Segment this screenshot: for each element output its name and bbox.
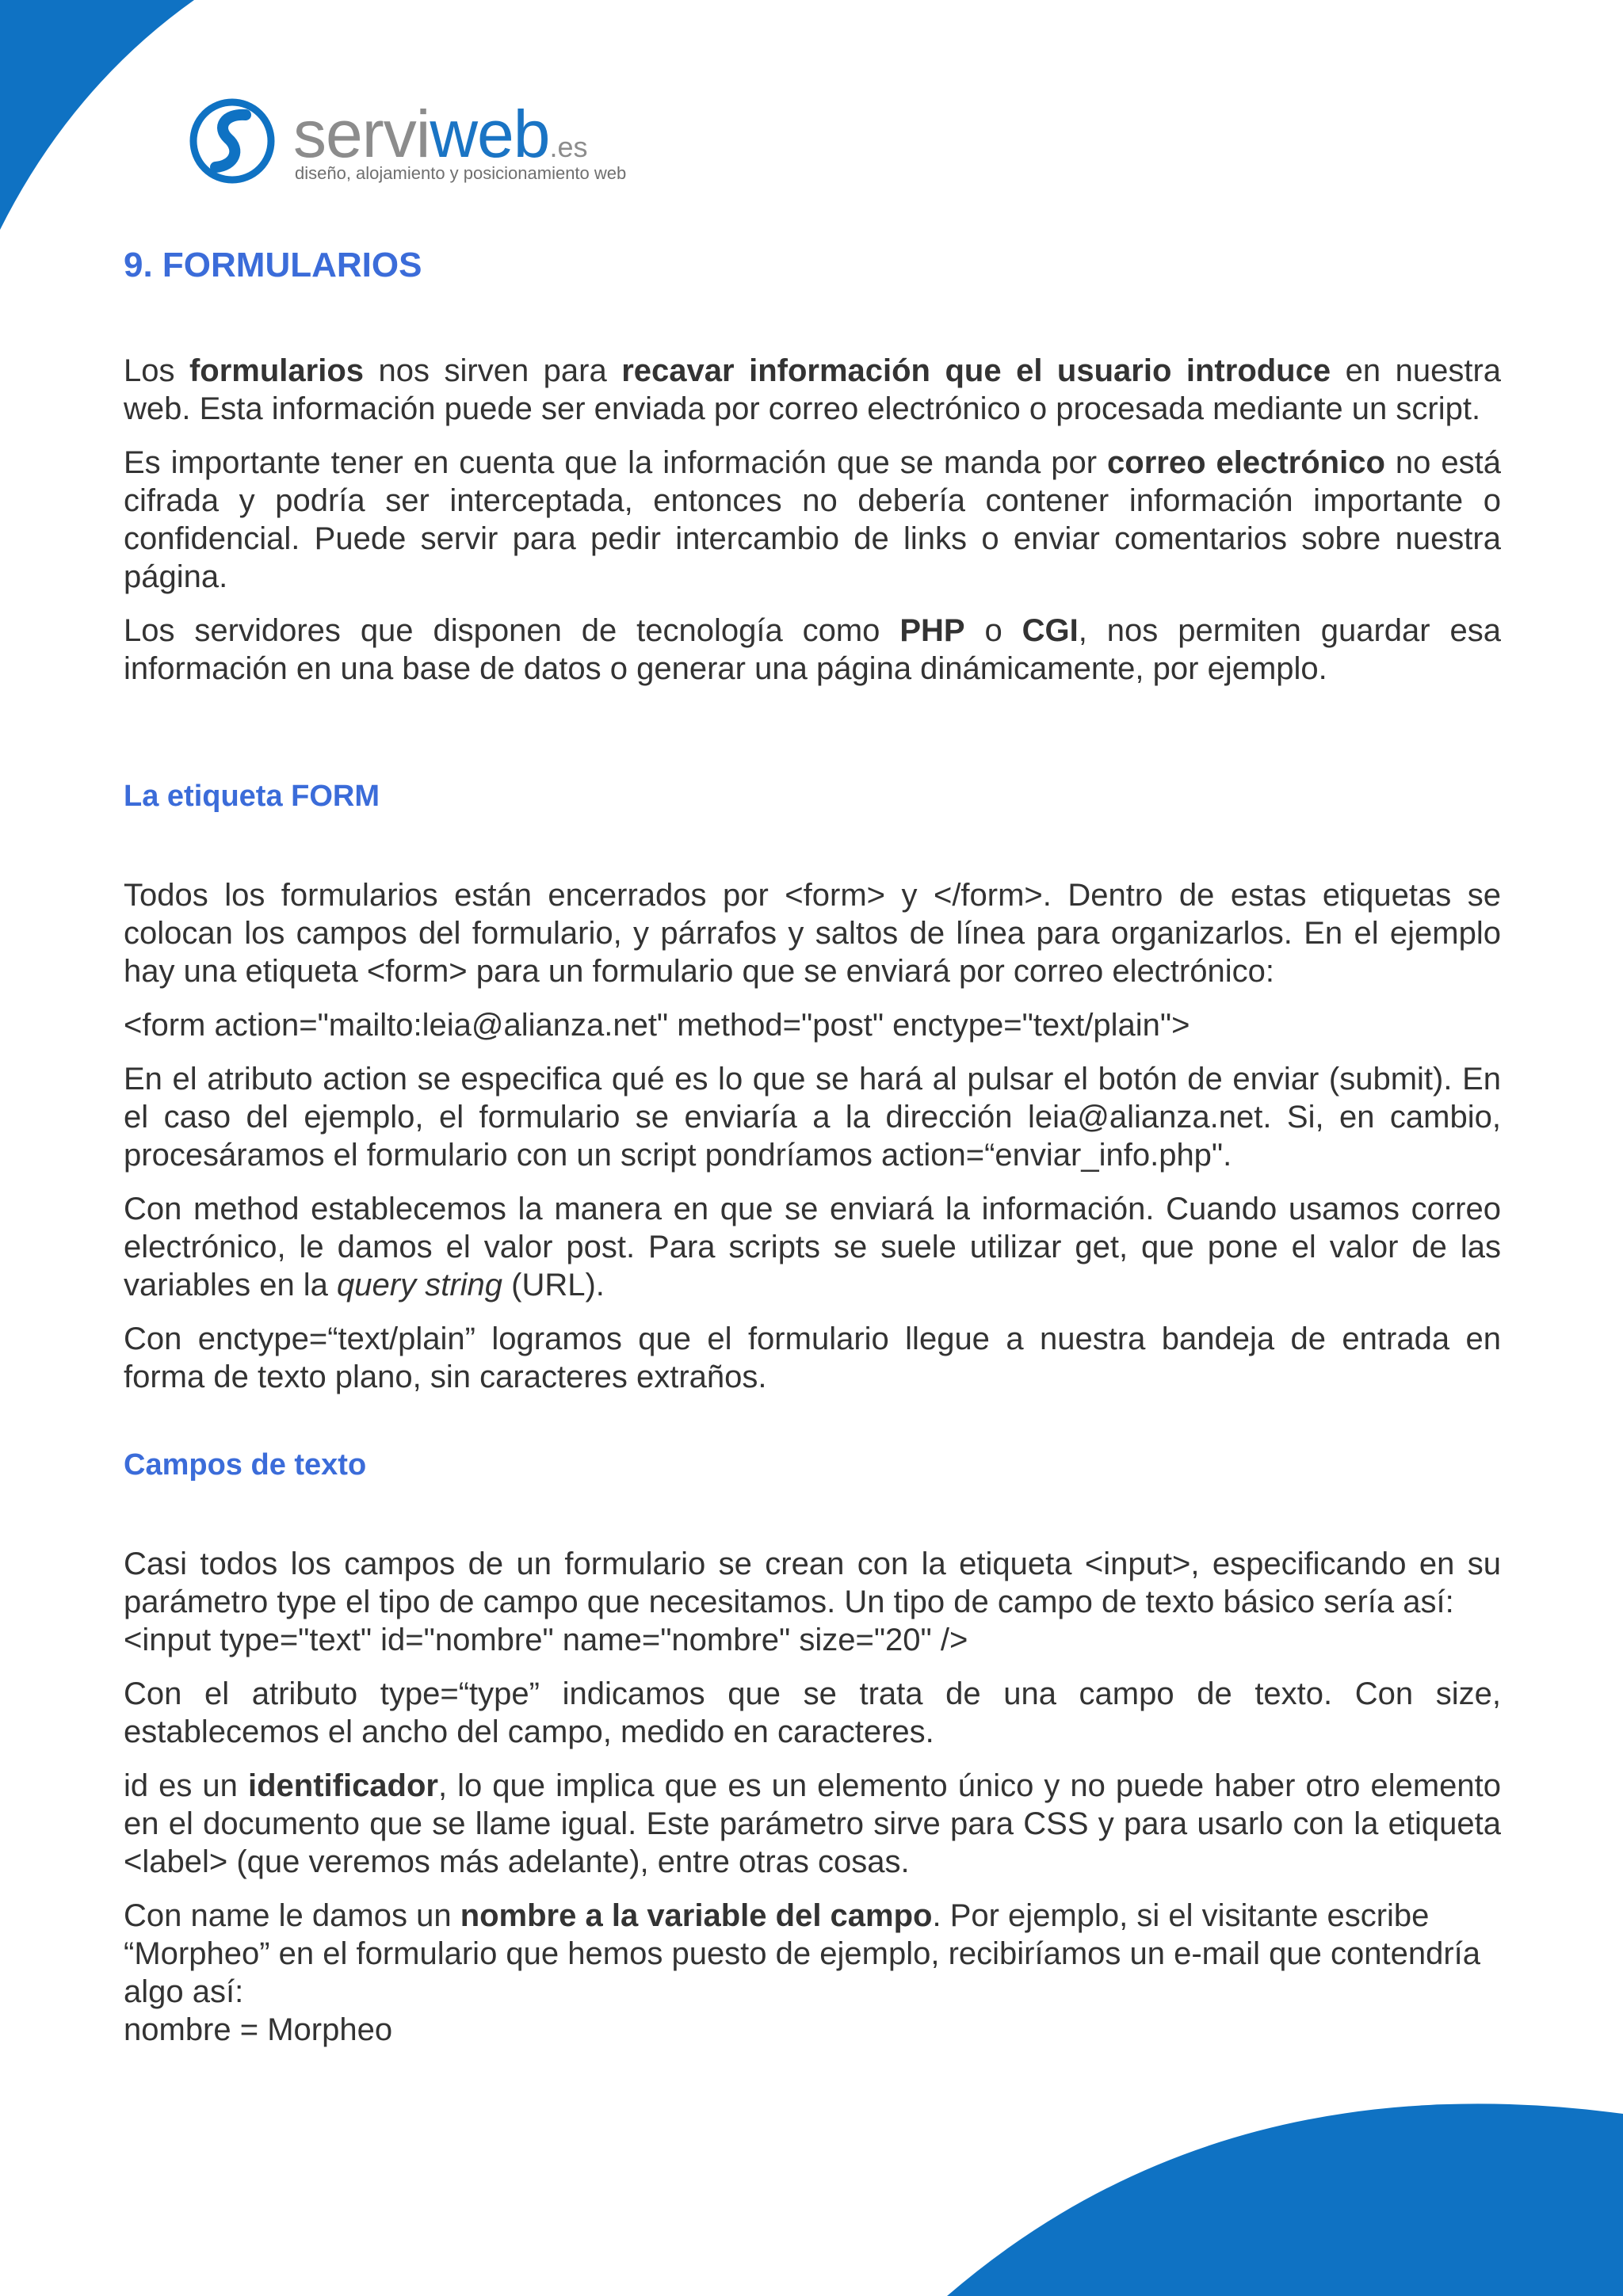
form-paragraph-enctype: Con enctype=“text/plain” logramos que el formulario llegue a nuestra bandeja de entrada en forma de texto plano, sin caracteres extraños. (124, 1322, 1501, 1394)
section-heading-text-fields: Campos de texto (124, 1448, 367, 1482)
name-value-example: nombre = Morpheo (124, 2012, 393, 2047)
serviweb-logo-icon (189, 97, 276, 185)
text-fields-paragraph-1: Casi todos los campos de un formulario se crean con la etiqueta <input>, especificando en su parámetro type el tipo de campo que necesitamos. Un tipo de campo de texto básico sería así: <input type="text" id="nombre" name="nombre" size="20" /> (124, 1547, 1501, 1657)
top-left-swoosh (0, 0, 194, 230)
intro-paragraph-1: Los formularios nos sirven para recavar información que el usuario introduce en nuestra web. Esta información puede ser enviada por correo electrónico o procesada mediante un script. (124, 353, 1502, 426)
section-heading-form: La etiqueta FORM (124, 780, 380, 813)
intro-paragraph-2: Es importante tener en cuenta que la información que se manda por correo electrónico no está cifrada y podría ser interceptada, entonces no debería contener información importante o confidencial. Puede servir para pedir intercambio de links o enviar comentarios sobre nuestra página. (124, 445, 1501, 594)
serviweb-logo (189, 93, 632, 189)
logo-tagline: diseño, alojamiento y posicionamiento web (295, 163, 627, 183)
input-code-example: <input type="text" id="nombre" name="nombre" size="20" /> (124, 1623, 968, 1657)
form-paragraph-action: En el atributo action se especifica qué es lo que se hará al pulsar el botón de enviar (submit). En el caso del ejemplo, el formulario se enviaría a la dirección leia@alianza.net. Si, en cambio, procesáramos el formulario con un script pondríamos action=“enviar_info.php". (124, 1062, 1501, 1173)
form-section-block (124, 876, 1501, 1412)
intro-block (124, 352, 1501, 704)
chapter-heading: 9. FORMULARIOS (124, 246, 422, 284)
intro-paragraph-3: Los servidores que disponen de tecnología como PHP o CGI, nos permiten guardar esa información en una base de datos o generar una página dinámicamente, por ejemplo. (124, 613, 1501, 686)
text-fields-paragraph-type: Con el atributo type=“type” indicamos que se trata de una campo de texto. Con size, establecemos el ancho del campo, medido en caracteres. (124, 1676, 1501, 1749)
logo-wordmark: serviweb.es (293, 97, 588, 171)
bottom-right-swoosh (947, 2103, 1623, 2296)
text-fields-paragraph-id: id es un identificador, lo que implica que es un elemento único y no puede haber otro elemento en el documento que se llame igual. Este parámetro sirve para CSS y para usarlo con la etiqueta <label> (que veremos más adelante), entre otras cosas. (124, 1768, 1502, 1879)
form-code-example: <form action="mailto:leia@alianza.net" method="post" enctype="text/plain"> (124, 1008, 1190, 1043)
text-fields-section-block (124, 1545, 1501, 2065)
form-paragraph-method: Con method establecemos la manera en que se enviará la información. Cuando usamos correo electrónico, le damos el valor post. Para scripts se suele utilizar get, que pone el valor de las variables en la query string (URL). (124, 1192, 1501, 1302)
form-paragraph-1: Todos los formularios están encerrados por <form> y </form>. Dentro de estas etiquetas se colocan los campos del formulario, y párrafos y saltos de línea para organizarlos. En el ejemplo hay una etiqueta <form> para un formulario que se enviará por correo electrónico: (124, 878, 1501, 989)
text-fields-paragraph-name: Con name le damos un nombre a la variable del campo. Por ejemplo, si el visitante escribe “Morpheo” en el formulario que hemos puesto de ejemplo, recibiríamos un e-mail que contendría algo así: nombre = Morpheo (124, 1898, 1481, 2047)
